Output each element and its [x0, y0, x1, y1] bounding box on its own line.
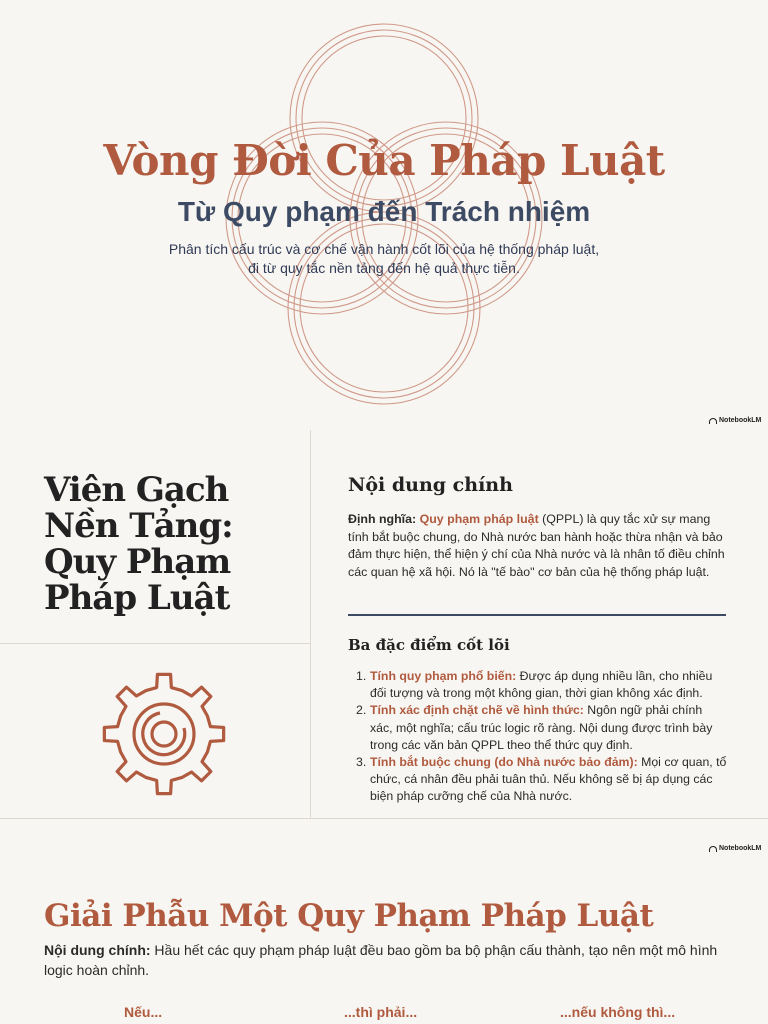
- feature-text: Mọi cơ quan, tổ chức, cá nhân đều phải tuân thủ. Nếu không sẽ bị áp dụng các biện pháp cưỡng chế của Nhà nước.: [370, 755, 727, 804]
- feature-text: Ngôn ngữ phải chính xác, một nghĩa; cấu trúc logic rõ ràng. Nội dung được trình bày trong các văn bản QPPL theo thể thức quy định.: [370, 703, 713, 752]
- list-item: [356, 668, 728, 702]
- definition-label: Định nghĩa:: [348, 512, 417, 526]
- brand-label: NotebookLM: [719, 417, 762, 424]
- intro-text: Hầu hết các quy phạm pháp luật đều bao gồm ba bộ phận cấu thành, tạo nên một mô hình logic hoàn chỉnh.: [44, 942, 718, 978]
- list-number: 2.: [356, 703, 367, 718]
- slide3-title: Giải Phẫu Một Quy Phạm Pháp Luật: [44, 898, 654, 934]
- title-line: Quy Phạm: [44, 542, 231, 582]
- slide1-title: Vòng Đời Của Pháp Luật: [103, 136, 665, 185]
- feature-term: Tính bắt buộc chung (do Nhà nước bảo đảm):: [370, 755, 638, 770]
- feature-text: Được áp dụng nhiều lần, cho nhiều đối tượng và trong một không gian, thời gian không xác định.: [370, 669, 713, 701]
- feature-term: Tính quy phạm phổ biến:: [370, 669, 517, 683]
- horizontal-divider-left: [0, 643, 310, 644]
- feature-term: Tính xác định chặt chẽ về hình thức:: [370, 703, 584, 718]
- title-line: Pháp Luật: [44, 578, 230, 618]
- list-item-text: [370, 754, 728, 806]
- column-label-otherwise: ...nếu không thì...: [560, 1004, 676, 1020]
- intro-label: Nội dung chính:: [44, 942, 151, 958]
- features-heading: Ba đặc điểm cốt lõi: [348, 636, 510, 654]
- list-item: [356, 702, 728, 754]
- list-number: 1.: [356, 669, 367, 683]
- slide1-subtitle: Từ Quy phạm đến Trách nhiệm: [177, 196, 591, 227]
- notebooklm-brand: [709, 417, 761, 424]
- slide2-title: [44, 472, 304, 616]
- slide1-description: [0, 240, 768, 278]
- description-line-2: đi từ quy tắc nền tảng đến hệ quả thực tiễn.: [248, 260, 520, 276]
- content-heading: Nội dung chính: [348, 474, 513, 496]
- slide-legal-norm: [0, 430, 768, 858]
- definition-paragraph: [348, 511, 728, 581]
- list-item: [356, 754, 728, 806]
- title-line: Viên Gạch: [44, 470, 229, 510]
- column-label-then: ...thì phải...: [344, 1004, 418, 1020]
- list-item-text: [370, 702, 728, 754]
- horizontal-divider-bottom: [0, 818, 768, 819]
- slide-norm-anatomy: [0, 858, 768, 1024]
- gear-icon: [99, 669, 229, 799]
- description-line-1: Phân tích cấu trúc và cơ chế vận hành cốt lõi của hệ thống pháp luật,: [168, 241, 600, 257]
- section-rule: [348, 614, 726, 616]
- notebooklm-brand: [709, 845, 761, 852]
- definition-text: (QPPL) là quy tắc xử sự mang tính bắt buộc chung, do Nhà nước ban hành hoặc thừa nhận và bảo đảm thực hiện, thể hiện ý chí của Nhà nước và là nhân tố điều chỉnh các quan hệ xã hội. Nó là "tế bào" cơ bản của hệ thống pháp luật.: [348, 512, 725, 579]
- slide3-intro: [44, 940, 734, 980]
- vertical-divider: [310, 430, 311, 818]
- list-number: 3.: [356, 755, 367, 770]
- features-list: [356, 668, 728, 806]
- slide-title: [0, 0, 768, 430]
- notebooklm-logo-icon: [709, 846, 717, 852]
- notebooklm-logo-icon: [709, 418, 717, 424]
- list-item-text: [370, 668, 728, 702]
- column-label-if: Nếu...: [124, 1004, 163, 1020]
- title-line: Nền Tảng:: [44, 506, 233, 546]
- brand-label: NotebookLM: [719, 845, 762, 852]
- definition-term: Quy phạm pháp luật: [419, 512, 539, 526]
